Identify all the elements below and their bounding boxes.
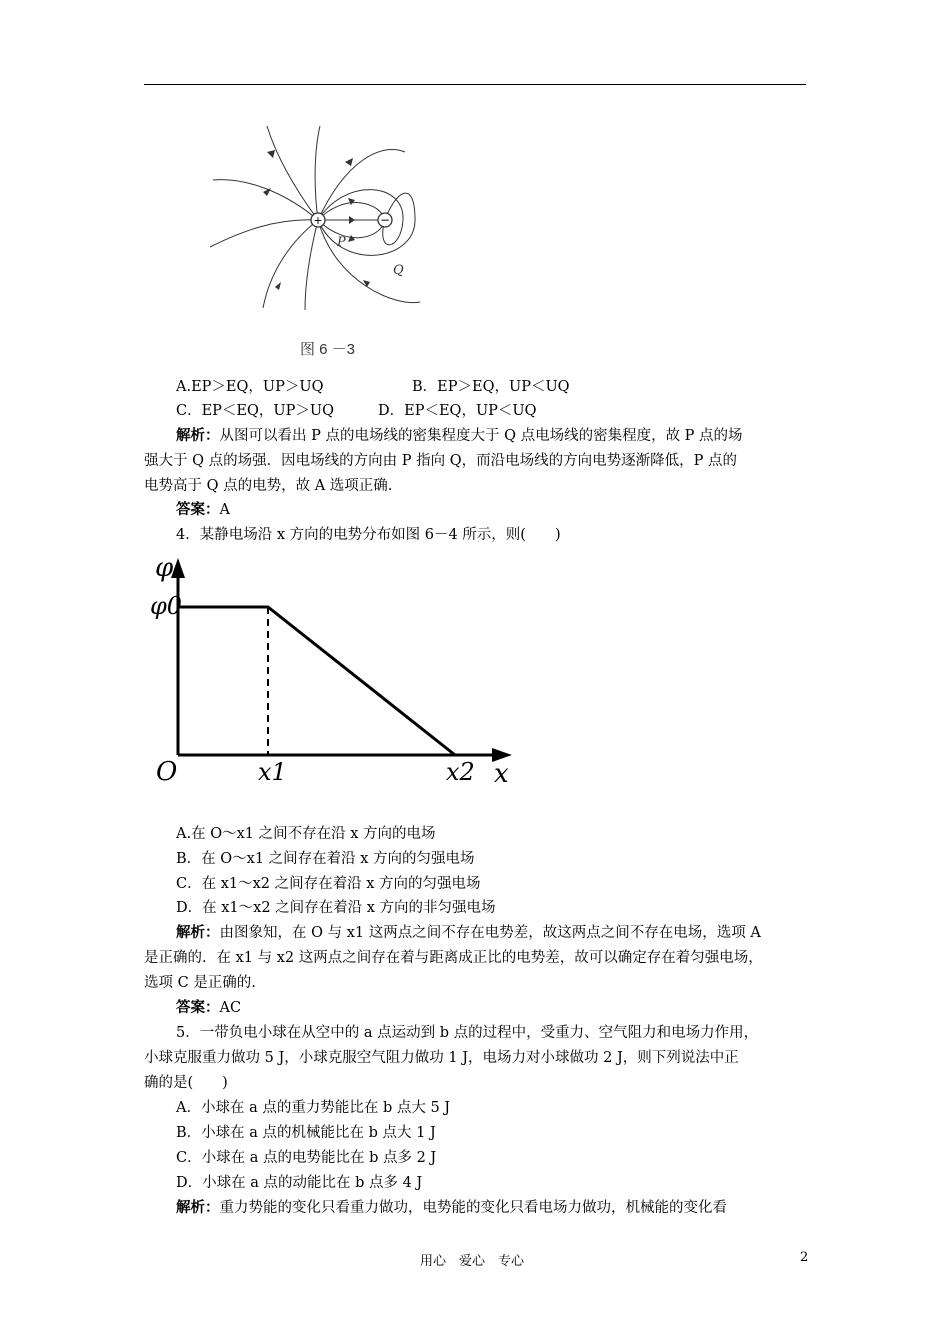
answer-label: 答案：: [176, 999, 220, 1016]
origin-label: O: [156, 757, 178, 787]
potential-curve: [178, 607, 455, 755]
x-axis-label: x: [494, 759, 509, 789]
footer-slogan: 用心 爱心 专心: [420, 1254, 525, 1269]
analysis-label: 解析：: [176, 427, 220, 444]
answer-value: A: [219, 502, 230, 518]
field-line: [315, 126, 320, 220]
analysis-text: 重力势能的变化只看重力做功，电势能的变化只看电场力做功，机械能的变化看: [219, 1200, 727, 1216]
q3-option-b: B．EP＞EQ，UP＜UQ: [412, 379, 570, 395]
q4-stem: 4．某静电场沿 x 方向的电势分布如图 6－4 所示，则( ): [176, 527, 561, 543]
q5-option-a: A．小球在 a 点的重力势能比在 b 点大 5 J: [176, 1100, 451, 1116]
q4-option-a: A.在 O～x1 之间不存在沿 x 方向的电场: [176, 826, 436, 842]
q4-answer: [176, 999, 241, 1017]
analysis-text: 从图可以看出 P 点的电场线的密集程度大于 Q 点电场线的密集程度，故 P 点的场: [219, 428, 743, 444]
analysis-label: 解析：: [176, 1199, 220, 1216]
q5-option-c: C．小球在 a 点的电势能比在 b 点多 2 J: [176, 1150, 437, 1166]
q5-stem-line: 5．一带负电小球在从空中的 a 点运动到 b 点的过程中，受重力、空气阻力和电场力作用，: [176, 1025, 759, 1041]
q3-option-a: A.EP＞EQ，UP＞UQ: [176, 379, 324, 395]
field-arrow: [348, 198, 355, 205]
field-line: [267, 126, 318, 220]
q5-option-b: B．小球在 a 点的机械能比在 b 点大 1 J: [176, 1125, 436, 1141]
q4-analysis-line: 是正确的．在 x1 与 x2 这两点之间存在着与距离成正比的电势差，故可以确定存在着匀强电场，: [144, 950, 763, 966]
q3-analysis-line: 电势高于 Q 点的电势，故 A 选项正确.: [144, 478, 393, 494]
q4-analysis-line: [176, 924, 761, 942]
q4-analysis-line: 选项 C 是正确的.: [144, 975, 256, 991]
field-lines-figure: [205, 122, 425, 312]
q3-option-d: D．EP＜EQ，UP＜UQ: [378, 403, 537, 419]
answer-label: 答案：: [176, 501, 220, 518]
q5-option-d: D．小球在 a 点的动能比在 b 点多 4 J: [176, 1175, 423, 1191]
page-number: 2: [800, 1250, 809, 1265]
label-q: Q: [393, 263, 404, 278]
figure-caption: 图 6 －3: [300, 341, 356, 358]
potential-graph: [150, 550, 520, 795]
label-p: P: [337, 235, 346, 250]
y-axis-label: φ: [155, 553, 174, 583]
q5-analysis-line: [176, 1199, 727, 1217]
q4-option-b: B．在 O～x1 之间存在着沿 x 方向的匀强电场: [176, 851, 475, 867]
field-arrow: [363, 280, 370, 287]
field-arrow: [348, 235, 355, 242]
q3-option-c: C．EP＜EQ，UP＞UQ: [176, 403, 334, 419]
header-rule: [144, 84, 806, 85]
minus-sign: −: [379, 213, 391, 227]
q3-answer: [176, 501, 230, 519]
q3-analysis-line: 强大于 Q 点的场强．因电场线的方向由 P 指向 Q，而沿电场线的方向电势逐渐降低，P 点的: [144, 453, 737, 469]
field-arrow: [267, 150, 275, 158]
field-line: [318, 220, 420, 303]
field-line: [318, 203, 385, 220]
field-line: [213, 180, 318, 220]
answer-value: AC: [219, 1000, 242, 1016]
field-line: [318, 193, 415, 255]
q4-option-d: D．在 x1～x2 之间存在着沿 x 方向的非匀强电场: [176, 900, 496, 916]
field-line: [318, 220, 385, 238]
q5-stem-line: 确的是( ): [144, 1075, 228, 1091]
field-line: [263, 220, 318, 308]
x1-label: x1: [258, 758, 287, 786]
field-arrow: [349, 216, 355, 224]
q5-stem-line: 小球克服重力做功 5 J，小球克服空气阻力做功 1 J，电场力对小球做功 2 J，则下列说法中正: [144, 1050, 739, 1066]
analysis-label: 解析：: [176, 924, 220, 941]
x2-label: x2: [446, 758, 475, 786]
field-arrow: [345, 158, 353, 166]
q3-analysis-line: [176, 427, 743, 445]
phi0-label: φ0: [150, 592, 183, 620]
plus-sign: +: [313, 214, 323, 227]
q4-option-c: C．在 x1～x2 之间存在着沿 x 方向的匀强电场: [176, 876, 481, 892]
analysis-text: 由图象知，在 O 与 x1 这两点之间不存在电势差，故这两点之间不存在电场，选项 A: [219, 925, 761, 941]
field-line: [305, 220, 318, 310]
field-line: [210, 220, 318, 247]
field-arrow: [275, 282, 281, 290]
